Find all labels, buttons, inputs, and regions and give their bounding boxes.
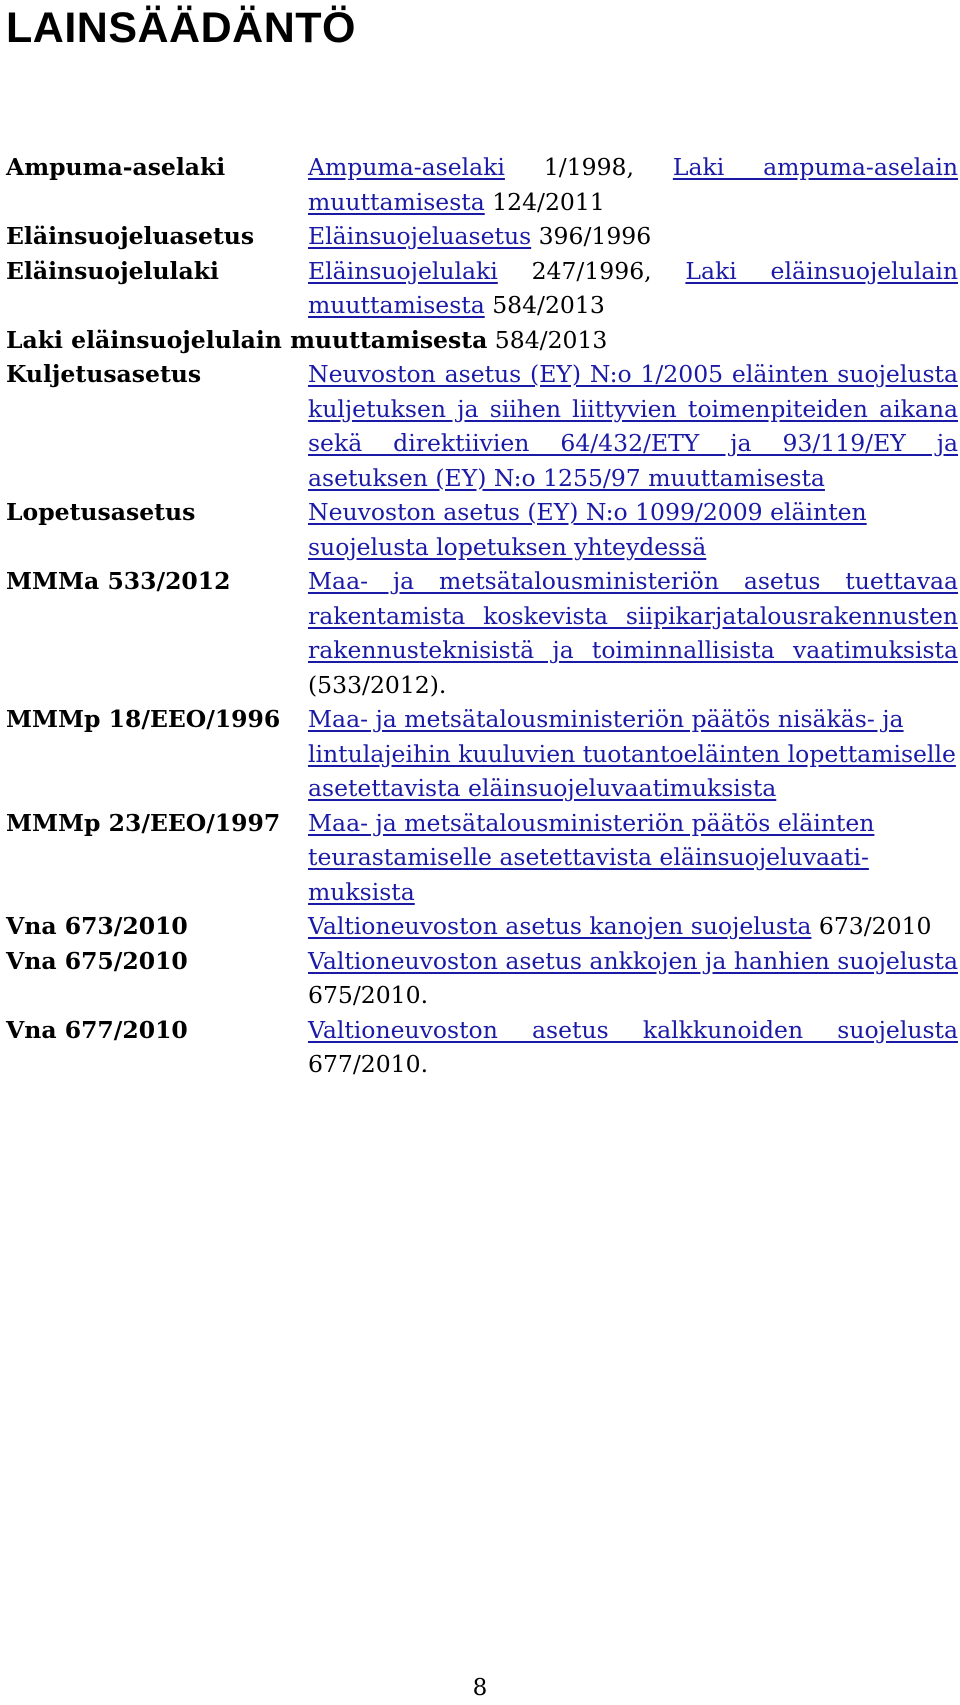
legislation-description	[308, 564, 958, 702]
page-title: LAINSÄÄDÄNTÖ	[6, 4, 356, 52]
legislation-row	[6, 1013, 958, 1082]
legislation-reference-text: 584/2013	[487, 325, 608, 354]
legislation-reference-text: 1/1998,	[504, 153, 673, 181]
legislation-row	[6, 219, 958, 254]
legislation-list	[6, 150, 958, 1082]
legislation-term: Eläinsuojelulaki	[6, 256, 219, 285]
legislation-row	[6, 254, 958, 323]
legislation-row	[6, 702, 958, 806]
legislation-description	[308, 219, 958, 254]
legislation-description	[308, 909, 958, 944]
legislation-link[interactable]: Valtioneuvoston asetus ankkojen ja hanhien suojelusta	[308, 946, 958, 975]
legislation-link[interactable]: Laki ampuma-aselain muuttamisesta	[308, 153, 958, 216]
legislation-description	[308, 254, 958, 323]
legislation-reference-text: 677/2010.	[308, 1050, 429, 1078]
legislation-row	[6, 909, 958, 944]
legislation-description	[308, 495, 958, 564]
legislation-row	[6, 495, 958, 564]
legislation-link[interactable]: Laki eläinsuojelulain muuttamisesta	[308, 256, 958, 319]
legislation-link[interactable]: Eläinsuojelulaki	[308, 256, 498, 285]
legislation-term: Vna 673/2010	[6, 912, 188, 940]
legislation-row	[6, 357, 958, 495]
legislation-reference-text: 584/2013	[484, 291, 605, 319]
legislation-row	[6, 944, 958, 1013]
legislation-description	[308, 806, 958, 910]
legislation-term: MMMp 18/EEO/1996	[6, 705, 281, 733]
legislation-reference-text: 396/1996	[531, 222, 652, 250]
legislation-link[interactable]: Valtioneuvoston asetus kalkkunoiden suojelusta	[308, 1015, 958, 1044]
legislation-reference-text: 124/2011	[484, 187, 605, 216]
legislation-term: Vna 675/2010	[6, 946, 188, 975]
legislation-link[interactable]: Maa- ja metsätalousministeriön asetus tuettavaa rakentamista koskevista siipikarjatalousrakennusten rakennusteknisistä ja toiminnallisista vaatimuksista	[308, 567, 958, 664]
legislation-link[interactable]: Valtioneuvoston asetus kanojen suojelusta	[308, 912, 812, 940]
legislation-description	[308, 1013, 958, 1082]
legislation-term: Laki eläinsuojelulain muuttamisesta	[6, 325, 488, 354]
legislation-link[interactable]: Maa- ja metsätalousministeriön päätös eläinten teurastamiselle asetettavista eläinsuojeluvaatimuksista	[308, 808, 875, 906]
legislation-reference-text: 673/2010	[811, 912, 932, 940]
legislation-row	[6, 564, 958, 702]
legislation-description	[308, 702, 958, 806]
legislation-row	[6, 150, 958, 219]
legislation-term: MMMp 23/EEO/1997	[6, 808, 281, 837]
legislation-term: Lopetusasetus	[6, 498, 196, 526]
legislation-term: Eläinsuojeluasetus	[6, 222, 255, 250]
legislation-link[interactable]: Neuvoston asetus (EY) N:o 1099/2009 eläinten suojelusta lopetuksen yhteydessä	[308, 498, 867, 561]
legislation-link[interactable]: Neuvoston asetus (EY) N:o 1/2005 eläinten suojelusta kuljetuksen ja siihen liittyvien toimenpiteiden aikana sekä direktiivien 64/432/ETY ja 93/119/EY ja asetuksen (EY) N:o 1255/97 muuttamisesta	[308, 360, 958, 492]
legislation-reference-text: 675/2010.	[308, 981, 429, 1009]
legislation-description	[308, 150, 958, 219]
legislation-description	[308, 357, 958, 495]
page-number: 8	[472, 1675, 488, 1701]
legislation-link[interactable]: Ampuma-aselaki	[308, 153, 505, 181]
legislation-reference-text: (533/2012).	[308, 670, 447, 699]
legislation-link[interactable]: Eläinsuojeluasetus	[308, 222, 532, 250]
legislation-term: Ampuma-aselaki	[6, 153, 226, 181]
legislation-term: MMMa 533/2012	[6, 567, 231, 595]
legislation-term: Vna 677/2010	[6, 1015, 188, 1044]
legislation-description	[308, 944, 958, 1013]
legislation-description	[487, 326, 607, 354]
legislation-row	[6, 806, 958, 910]
legislation-reference-text: 247/1996,	[497, 256, 686, 285]
legislation-row	[6, 323, 958, 358]
legislation-term: Kuljetusasetus	[6, 360, 202, 388]
legislation-link[interactable]: Maa- ja metsätalousministeriön päätös nisäkäs- ja lintulajeihin kuuluvien tuotantoeläinten lopettamiselle asetettavista eläinsuojeluvaatimuksista	[308, 705, 956, 802]
